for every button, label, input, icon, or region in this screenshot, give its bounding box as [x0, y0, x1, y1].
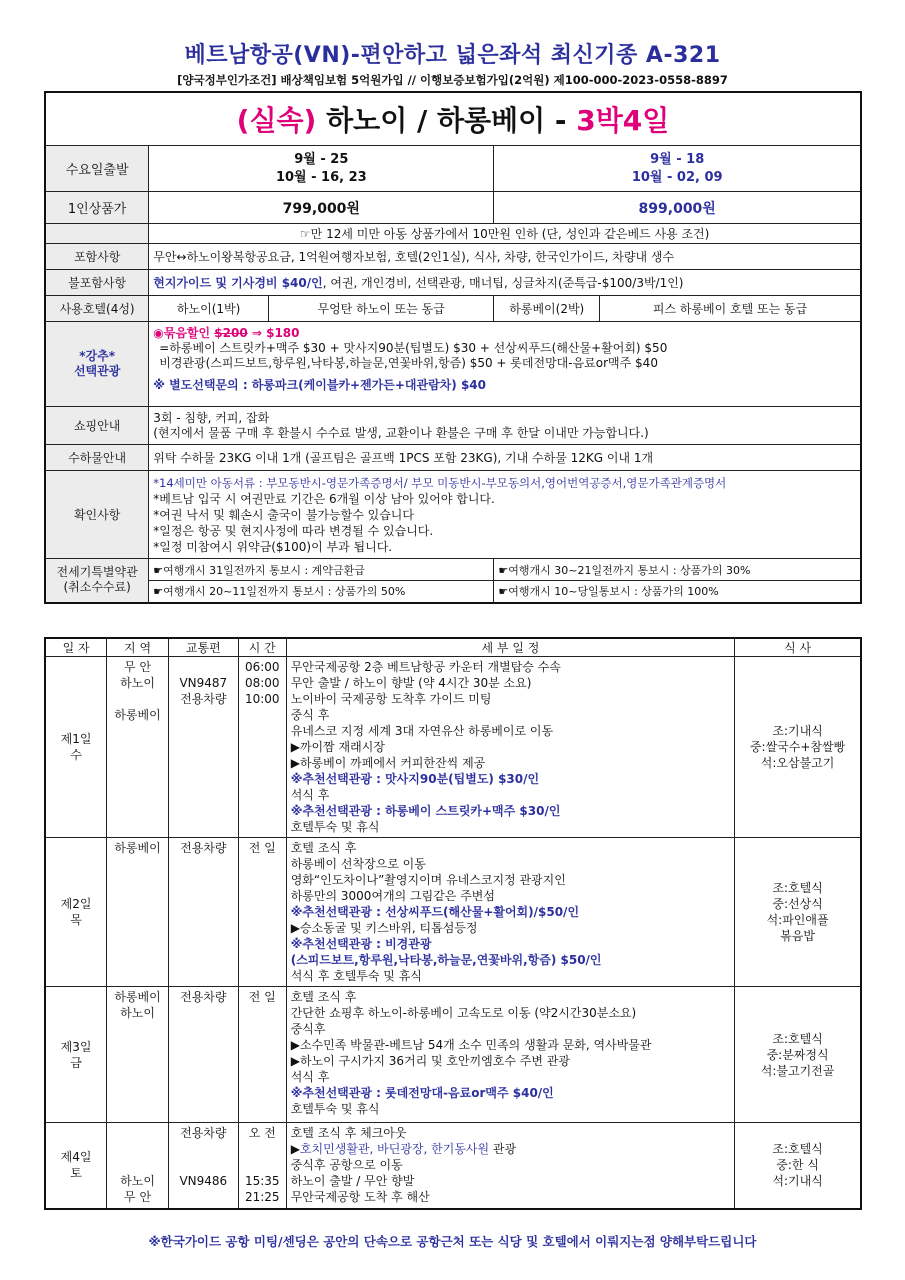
schedule-day: 제1일 수	[45, 657, 107, 838]
schedule-header-time: 시 간	[238, 638, 286, 657]
hotel-city-2: 하롱베이(2박)	[494, 296, 600, 322]
schedule-meal: 조:호텔식 중:선상식 석:파인애플 볶음밥	[735, 838, 861, 987]
schedule-line: 중식 후	[290, 708, 330, 722]
schedule-line: ▶하롱베이 까페에서 커피한잔씩 제공	[290, 756, 486, 770]
schedule-line: 석식 후	[290, 1070, 330, 1084]
shopping-text: 3회 - 침향, 커피, 잡화 (현지에서 물품 구매 후 환불시 수수료 발생, 교환이나 환불은 구매 후 한달 이내만 가능합니다.)	[149, 407, 861, 445]
schedule-line: 하롱만의 3000여개의 그림같은 주변섬	[290, 889, 495, 903]
check-text: *14세미만 아동서류 : 부모동반시-영문가족증명서/ 부모 미동반시-부모동의서,영어번역공증서,영문가족관계증명서 *베트남 입국 시 여권만료 기간은 6개월 이상 남아 있어야 합니다. *여권 낙서 및 훼손시 출국이 불가능할수 있습니다 *일정은 항공 및 현지사정에 따라 변경될 수 있습니다. *일정 미참여시 위약금($100)이 부과 됩니다.	[149, 471, 861, 559]
hotel-label: 사용호텔(4성)	[45, 296, 149, 322]
schedule-line: 간단한 쇼핑후 하노이-하롱베이 고속도로 이동 (약2시간30분소요)	[290, 1006, 637, 1020]
schedule-meal: 조:기내식 중:쌀국수+참쌀빵 석:오삼불고기	[735, 657, 861, 838]
departure-group-b: 9월 - 18 10월 - 02, 09	[494, 146, 861, 192]
schedule-header-meal: 식 사	[735, 638, 861, 657]
schedule-line: ▶호치민생활관, 바딘광장, 한기동사원 관광	[290, 1142, 517, 1156]
schedule-line: ※추천선택관광 : 맛사지90분(팁별도) $30/인	[290, 772, 540, 786]
schedule-row	[45, 1123, 861, 1209]
schedule-detail	[286, 1123, 734, 1209]
product-name: 하노이 / 하롱베이 -	[326, 104, 567, 137]
schedule-line: 무안국제공항 도착 후 해산	[290, 1190, 430, 1204]
schedule-line: 중식후	[290, 1022, 326, 1036]
schedule-time: 06:00 08:00 10:00	[238, 657, 286, 838]
schedule-line: 호텔 조식 후 체크아웃	[290, 1126, 407, 1140]
schedule-line: 중식후 공항으로 이동	[290, 1158, 403, 1172]
schedule-area: 무 안 하노이 하롱베이	[107, 657, 169, 838]
price-a: 799,000원	[149, 192, 494, 224]
schedule-line: ※추천선택관광 : 롯데전망대-음료or맥주 $40/인	[290, 1086, 554, 1100]
schedule-body	[45, 657, 861, 1209]
schedule-header-transport: 교통편	[168, 638, 238, 657]
bundle-discount: ◉묶음할인 $200 ⇒ $180	[153, 326, 300, 340]
schedule-row	[45, 838, 861, 987]
shopping-label: 쇼핑안내	[45, 407, 149, 445]
cancel-label: 전세기특별약관 (취소수수료)	[45, 559, 149, 603]
product-tag: (실속)	[236, 104, 317, 137]
schedule-table	[44, 637, 862, 1210]
schedule-transport: VN9487 전용차량	[168, 657, 238, 838]
schedule-line: 노이바이 국제공항 도착후 가이드 미팅	[290, 692, 492, 706]
schedule-line: ※추천선택관광 : 비경관광	[290, 937, 432, 951]
schedule-transport: 전용차량	[168, 987, 238, 1123]
schedule-line: ▶소수민족 박물관-베트남 54개 소수 민족의 생활과 문화, 역사박물관	[290, 1038, 652, 1052]
schedule-line: ※추천선택관광 : 선상씨푸드(해산물+활어회)/$50/인	[290, 905, 580, 919]
schedule-meal: 조:호텔식 중:분짜정식 석:불고기전골	[735, 987, 861, 1123]
included-label: 포함사항	[45, 244, 149, 270]
cancel-rule-1: ☛여행개시 31일전까지 통보시 : 계약금환급	[149, 559, 494, 581]
schedule-detail	[286, 838, 734, 987]
schedule-day: 제2일 목	[45, 838, 107, 987]
schedule-line: 호텔투숙 및 휴식	[290, 1102, 380, 1116]
schedule-line: (스피드보트,항루원,낙타봉,하늘문,연꽃바위,항즘) $50/인	[290, 953, 602, 967]
schedule-line: 호텔 조식 후	[290, 841, 357, 855]
schedule-line: ▶까이짬 재래시장	[290, 740, 385, 754]
schedule-row	[45, 987, 861, 1123]
baggage-text: 위탁 수하물 23KG 이내 1개 (골프팀은 골프백 1PCS 포함 23KG), 기내 수하물 12KG 이내 1개	[149, 445, 861, 471]
schedule-day: 제4일 토	[45, 1123, 107, 1209]
schedule-meal: 조:호텔식 중:한 식 석:기내식	[735, 1123, 861, 1209]
schedule-header-detail: 세 부 일 정	[286, 638, 734, 657]
schedule-area: 하노이 무 안	[107, 1123, 169, 1209]
schedule-line: 호텔 조식 후	[290, 990, 357, 1004]
cancel-rule-4: ☛여행개시 10~당일통보시 : 상품가의 100%	[494, 581, 861, 603]
schedule-line: 석식 후 호텔투숙 및 휴식	[290, 969, 422, 983]
schedule-transport: 전용차량 VN9486	[168, 1123, 238, 1209]
price-label: 1인상품가	[45, 192, 149, 224]
schedule-row	[45, 657, 861, 838]
schedule-line: ▶하노이 구시가지 36거리 및 호안끼엠호수 주변 관광	[290, 1054, 570, 1068]
schedule-line: 하롱베이 선착장으로 이동	[290, 857, 426, 871]
schedule-line: 영화“인도차이나”촬영지이며 유네스코지정 관광지인	[290, 873, 566, 887]
cancel-rule-2: ☛여행개시 30~21일전까지 통보시 : 상품가의 30%	[494, 559, 861, 581]
schedule-line: 하노이 출발 / 무안 향발	[290, 1174, 415, 1188]
hotel-city-1: 하노이(1박)	[149, 296, 269, 322]
price-b: 899,000원	[494, 192, 861, 224]
hotel-name-1: 무엉탄 하노이 또는 동급	[268, 296, 493, 322]
check-label: 확인사항	[45, 471, 149, 559]
page-subtitle: [양국정부인가조건] 배상책임보험 5억원가입 // 이행보증보험가입(2억원) 제100-000-2023-0558-8897	[177, 73, 728, 87]
schedule-line: 석식 후	[290, 788, 330, 802]
child-price-note: ☞만 12세 미만 아동 상품가에서 10만원 인하 (단, 성인과 같은베드 사용 조건)	[149, 224, 861, 244]
schedule-area: 하롱베이	[107, 838, 169, 987]
departure-label: 수요일출발	[45, 146, 149, 192]
schedule-time: 전 일	[238, 987, 286, 1123]
product-duration: 3박4일	[576, 104, 670, 137]
schedule-time: 오 전 15:35 21:25	[238, 1123, 286, 1209]
excluded-label: 불포함사항	[45, 270, 149, 296]
departure-group-a: 9월 - 25 10월 - 16, 23	[149, 146, 494, 192]
schedule-line: 유네스코 지정 세계 3대 자연유산 하롱베이로 이동	[290, 724, 554, 738]
schedule-detail	[286, 657, 734, 838]
schedule-transport: 전용차량	[168, 838, 238, 987]
separate-option: ※ 별도선택문의 : 하롱파크(케이블카+젠가든+대관람차) $40	[153, 378, 486, 392]
schedule-header-area: 지 역	[107, 638, 169, 657]
schedule-line: 무안 출발 / 하노이 향발 (약 4시간 30분 소요)	[290, 676, 532, 690]
optional-tour-text: ◉묶음할인 $200 ⇒ $180 =하롱베이 스트릿카+맥주 $30 + 맛사지90분(팁별도) $30 + 선상씨푸드(해산물+활어회) $50 비경관광(스피드보트,항루원,낙타봉,하늘문,연꽃바위,항즘) $50 + 롯데전망대-음료or맥주 $40 ※ 별도선택문의 : 하롱파크(케이블카+젠가든+대관람차) $40	[149, 322, 861, 407]
schedule-line: ※추천선택관광 : 하롱베이 스트릿카+맥주 $30/인	[290, 804, 561, 818]
page-title: 베트남항공(VN)-편안하고 넓은좌석 최신기종 A-321	[184, 43, 721, 68]
product-info-table	[44, 91, 862, 604]
hotel-name-2: 피스 하롱베이 호텔 또는 동급	[600, 296, 861, 322]
footer-note: ※한국가이드 공항 미팅/센딩은 공안의 단속으로 공항근처 또는 식당 및 호텔에서 이뤄지는점 양해부탁드립니다	[148, 1234, 757, 1249]
schedule-day: 제3일 금	[45, 987, 107, 1123]
included-text: 무안↔하노이왕복항공요금, 1억원여행자보험, 호텔(2인1실), 식사, 차량, 한국인가이드, 차량내 생수	[149, 244, 861, 270]
baggage-label: 수하물안내	[45, 445, 149, 471]
schedule-area: 하롱베이 하노이	[107, 987, 169, 1123]
schedule-header-day: 일 자	[45, 638, 107, 657]
schedule-time: 전 일	[238, 838, 286, 987]
cancel-rule-3: ☛여행개시 20~11일전까지 통보시 : 상품가의 50%	[149, 581, 494, 603]
product-heading	[45, 92, 861, 146]
schedule-detail	[286, 987, 734, 1123]
schedule-line: ▶승소동굴 및 키스바위, 티톱섬등정	[290, 921, 478, 935]
schedule-line: 호텔투숙 및 휴식	[290, 820, 380, 834]
schedule-line: 무안국제공항 2층 베트남항공 카운터 개별탑승 수속	[290, 660, 561, 674]
excluded-text: 현지가이드 및 기사경비 $40/인, 여권, 개인경비, 선택관광, 매너팁, 싱글차지(준특급-$100/3박/1인)	[149, 270, 861, 296]
optional-tour-label: *강추* 선택관광	[45, 322, 149, 407]
